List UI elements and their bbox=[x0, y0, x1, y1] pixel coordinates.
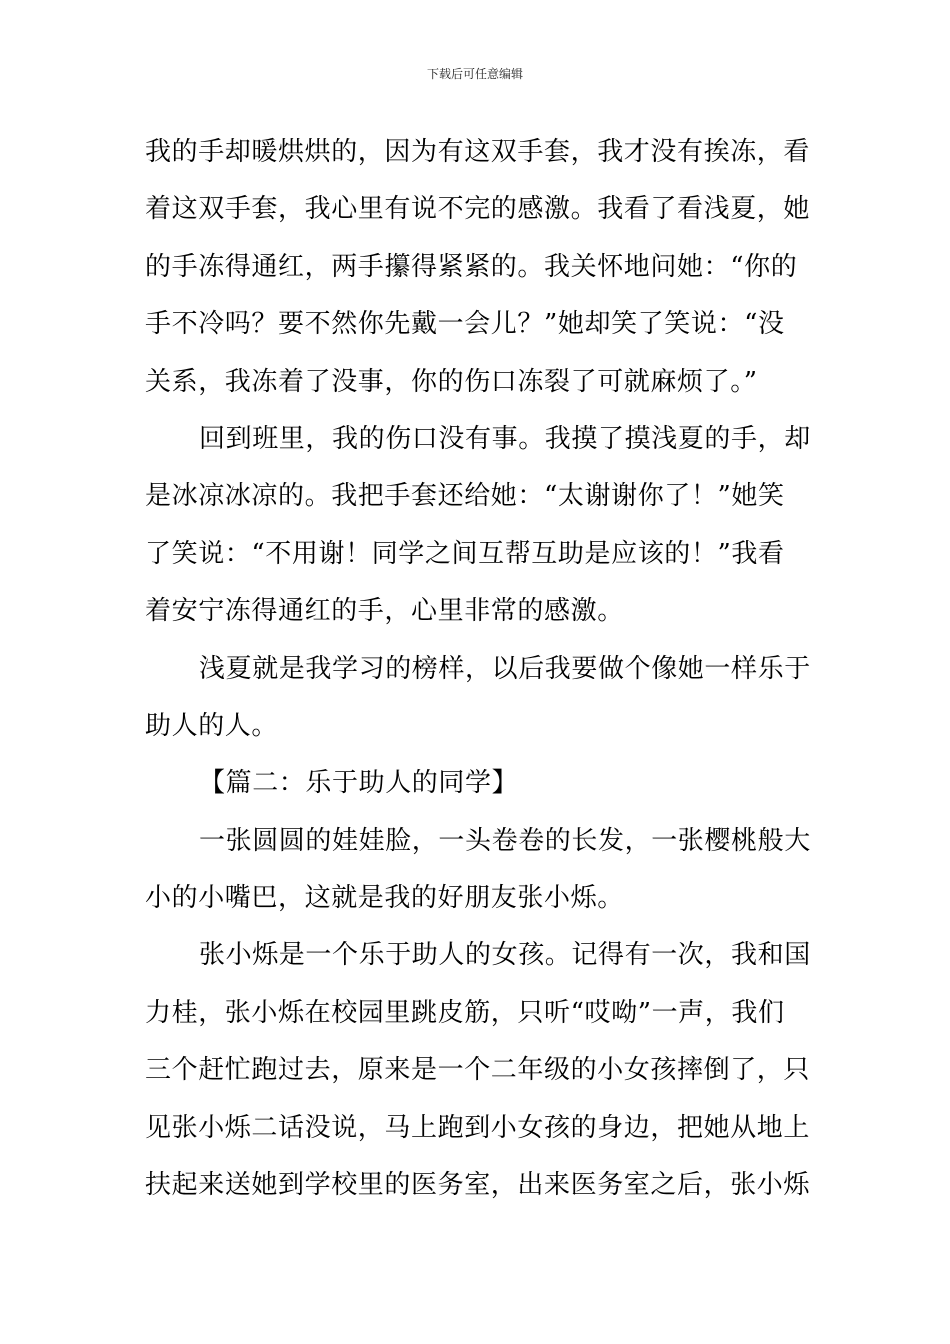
text-line: 扶起来送她到学校里的医务室，出来医务室之后，张小烁 bbox=[145, 1170, 811, 1201]
text-line: 着这双手套，我心里有说不完的感激。我看了看浅夏，她 bbox=[145, 194, 811, 225]
text-line: 助人的人。 bbox=[145, 710, 279, 741]
section-heading: 【篇二：乐于助人的同学】 bbox=[199, 768, 519, 799]
text-line: 回到班里，我的伤口没有事。我摸了摸浅夏的手，却 bbox=[199, 423, 811, 454]
text-line: 力桂，张小烁在校园里跳皮筋，只听“哎呦”一声，我们 bbox=[145, 997, 785, 1028]
text-line: 浅夏就是我学习的榜样，以后我要做个像她一样乐于 bbox=[199, 653, 811, 684]
text-line: 是冰凉冰凉的。我把手套还给她：“太谢谢你了！”她笑 bbox=[145, 481, 785, 512]
text-line: 着安宁冻得通红的手，心里非常的感激。 bbox=[145, 596, 624, 627]
text-line: 三个赶忙跑过去，原来是一个二年级的小女孩摔倒了，只 bbox=[145, 1055, 811, 1086]
text-line: 手不冷吗？要不然你先戴一会儿？”她却笑了笑说：“没 bbox=[145, 309, 785, 340]
text-line: 见张小烁二话没说，马上跑到小女孩的身边，把她从地上 bbox=[145, 1112, 811, 1143]
text-line: 一张圆圆的娃娃脸，一头卷卷的长发，一张樱桃般大 bbox=[199, 825, 811, 856]
text-line: 关系，我冻着了没事，你的伤口冻裂了可就麻烦了。” bbox=[145, 366, 758, 397]
document-body bbox=[145, 124, 809, 1214]
text-line: 张小烁是一个乐于助人的女孩。记得有一次，我和国 bbox=[199, 940, 811, 971]
text-line: 了笑说：“不用谢！同学之间互帮互助是应该的！”我看 bbox=[145, 538, 785, 569]
text-line: 的手冻得通红，两手攥得紧紧的。我关怀地问她：“你的 bbox=[145, 251, 798, 282]
page-header-note: 下载后可任意编辑 bbox=[426, 67, 523, 81]
text-line: 小的小嘴巴，这就是我的好朋友张小烁。 bbox=[145, 883, 624, 914]
text-line: 我的手却暖烘烘的，因为有这双手套，我才没有挨冻，看 bbox=[145, 137, 811, 167]
